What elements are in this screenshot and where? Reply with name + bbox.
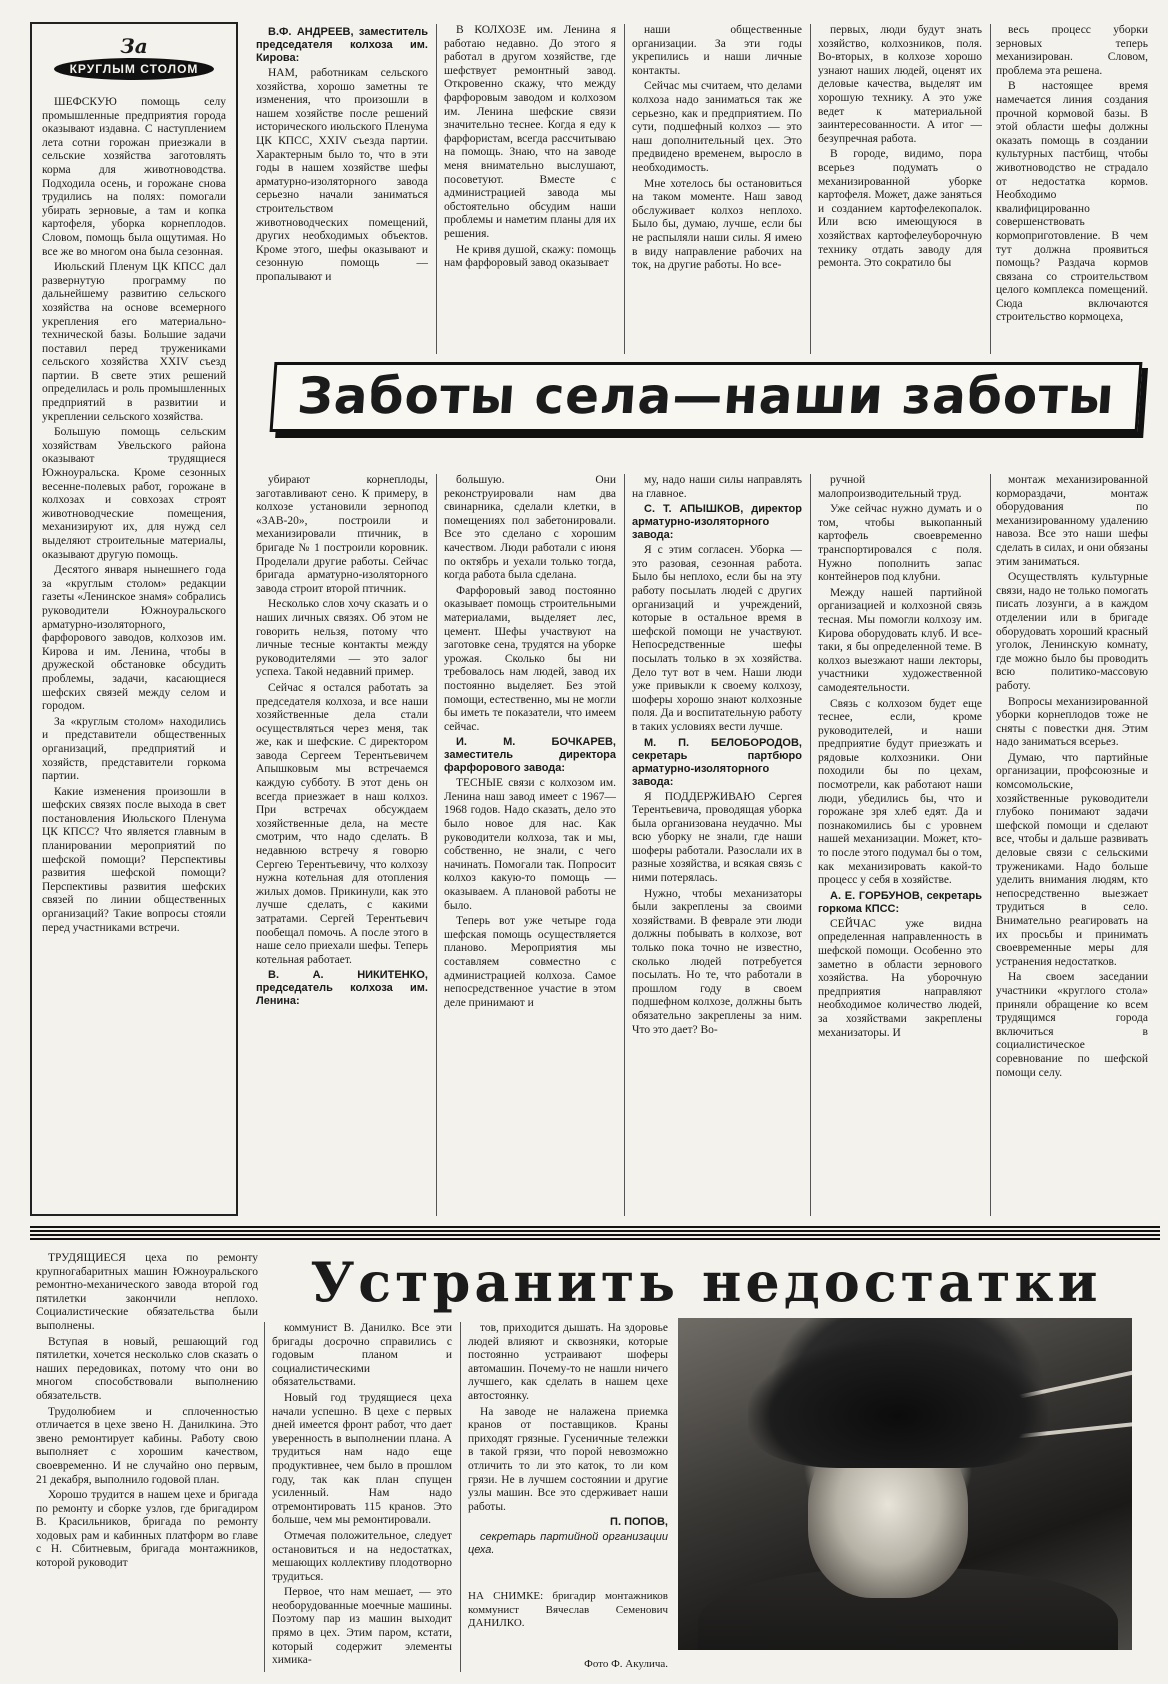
byline-bochkarev: И. М. БОЧКАРЕВ, заместитель директора фарфорового завода: (444, 736, 616, 775)
paragraph: ТРУДЯЩИЕСЯ цеха по ремонту крупногабаритных машин Южноуральского ремонтно-механического завода второй год пятилетки закончили неплохо. Социалистические обязательства были выполнены. (36, 1252, 258, 1332)
column-divider (810, 474, 811, 1216)
column-divider (624, 474, 625, 1216)
paragraph: коммунист В. Данилко. Все эти бригады досрочно справились с годовым планом и социалистическими обязательствами. (272, 1322, 452, 1389)
round-table-text (42, 96, 226, 935)
paragraph: Десятого января нынешнего года за «круглым столом» редакции газеты «Ленинское знамя» собрались руководители Южноуральского арматурно-изоляторного, фарфорового заводов, колхозов им. Кирова и им. Ленина, чтобы в дружеской обстановке обсудить проблемы, задачи, касающиеся шефских связей между селом и городом. (42, 564, 226, 713)
paragraph: Несколько слов хочу сказать и о наших личных связях. Об этом не говорить нельзя, потому что личные тесные контакты между руководителями — это залог успеха. Такой недавний пример. (256, 598, 428, 679)
paragraph: В КОЛХОЗЕ им. Ленина я работаю недавно. До этого я работал в другом хозяйстве, где шефствует ремонтный завод. Откровенно скажу, что между фарфоровым заводом и колхозом им. Ленина шефские связи значительно теснее. Когда я еду к фарфористам, всегда рассчитываю на помощь. Знаю, что на заводе меня внимательно выслушают, посоветуют. Вместе с администрацией завода мы обстоятельно обсудим наши проблемы и наметим планы для их решения. (444, 24, 616, 240)
column-lower-3 (632, 474, 802, 1216)
paragraph: Хорошо трудится в нашем цехе и бригада по ремонту и сборке узлов, где бригадиром В. Красильников, бригада по ремонту ходовых рам и кабинных платформ во главе с Н. Сбитневым, бригада монтажников, которой руководит (36, 1489, 258, 1570)
round-table-intro-box (30, 22, 238, 1216)
logo-banner-text: КРУГЛЫМ СТОЛОМ (54, 58, 214, 80)
paragraph: Думаю, что партийные организации, профсоюзные и комсомольские, хозяйственные руководители глубоко понимают задачи шефской помощи и сделают все, чтобы и дальше развивать деловые связи с сельскими тружениками. Надо больше уделить внимания людям, кто непосредственно выезжает трудиться в село. Внимательно реагировать на их просьбы и принимать своевременные меры для устранения недостатков. (996, 751, 1148, 968)
paragraph: СЕЙЧАС уже видна определенная направленность в шефской помощи. Особенно это заметно в области зернового хозяйства. На уборочную предприятия направляют необходимое количество людей, за хозяйствами закреплены механизаторы. И (818, 917, 982, 1039)
column-divider (810, 24, 811, 354)
paragraph: Нужно, чтобы механизаторы были закреплены за своими хозяйствами. В феврале эти люди должны побывать в колхозе, вот только пока точно не известно, сколько людей потребуется посылать. Но те, что работали в прошлом году в своем подшефном колхозе, должны быть обязательно закреплены за ним. Что это дает? Во- (632, 887, 802, 1036)
paragraph: Мне хотелось бы остановиться на таком моменте. Наш завод обслуживает колхоз неплохо. Было бы, думаю, лучше, если бы не распыляли наши силы. Я имею в виду направление рабочих на ток, на другие работы. Но все- (632, 177, 802, 272)
column-divider (990, 474, 991, 1216)
paragraph: большую. Они реконструировали нам два свинарника, сделали клетки, в помещениях пол забетонировали. Все это сделано с хорошим качеством. Люди работали с июня по октябрь и уехали только тогда, когда работа была сделана. (444, 474, 616, 582)
paragraph: Новый год трудящиеся цеха начали успешно. В цехе с первых дней имеется фронт работ, что дает уверенность в выполнении плана. А трудиться нам надо еще продуктивнее, чем было в прошлом году, так как план спущен усиленный. Нам надо отремонтировать 115 кранов. Это больше, чем мы ремонтировали. (272, 1391, 452, 1527)
paragraph: ТЕСНЫЕ связи с колхозом им. Ленина наш завод имеет с 1967—1968 годов. Надо сказать, дело это было новое для нас. Как руководители колхоза, так и мы, собственно, не знали, с чего начинать. Помогали так. Попросит колхоз какую-то помощь — оказываем. А плановой работы не было. (444, 777, 616, 912)
paragraph: В городе, видимо, пора всерьез подумать о механизированной уборке картофеля. Может, даже заняться и созданием картофелекопалок. Или всю имеющуюся в хозяйствах картофелеуборочную технику отдать заводу для ремонта. Это сократило бы (818, 148, 982, 270)
column-divider (436, 474, 437, 1216)
paragraph: Вступая в новый, решающий год пятилетки, хочется несколько слов сказать о наших передовиках, потому что они во многом способствовали выполнению обязательств. (36, 1335, 258, 1402)
paragraph: наши общественные организации. За эти годы укрепились и наши личные контакты. (632, 24, 802, 77)
paragraph: ручной малопроизводительный труд. (818, 474, 962, 500)
photo-danilko (678, 1318, 1132, 1650)
column-divider (990, 24, 991, 354)
paragraph: му, надо наши силы направлять на главное. (632, 474, 802, 500)
paragraph: НАМ, работникам сельского хозяйства, хорошо заметны те изменения, что произошли в нашем хозяйстве после решений исторического июльского Пленума ЦК КПСС, XXIV съезда партии. Характерным было то, что в эти годы в нашем хозяйстве шефы арматурно-изоляторного завода серьезно начали заниматься строительством животноводческих помещений, других необходимых объектов. Кроме этого, шефы оказывают и сезонную помощь — пропалывают и (256, 67, 428, 283)
byline-gorbunov: А. Е. ГОРБУНОВ, секретарь горкома КПСС: (818, 889, 982, 915)
section-divider-band (30, 1226, 1160, 1240)
bottom-column-3 (468, 1322, 668, 1580)
paragraph: На заводе не налажена приемка кранов от поставщиков. Краны приходят грязные. Гусеничные тележки в такой грязи, что порой невозможно отличить то ли это каток, то ли ком грязи. Не в лучшем состоянии и другие узлы машин. Все это сдерживает наши работы. (468, 1405, 668, 1513)
paragraph: Не кривя душой, скажу: помощь нам фарфоровый завод оказывает (444, 243, 616, 270)
paragraph: Сейчас мы считаем, что делами колхоза надо заниматься так же серьезно, как и предприятием. По сути, подшефный колхоз — это наш дополнительный цех. Это предвидено временем, выросло в необходимость. (632, 80, 802, 174)
headline-fix-shortcomings: Устранить недостатки (310, 1250, 1102, 1314)
paragraph: Первое, что нам мешает, — это необорудованные моечные машины. Поэтому пар из машин выходит прямо в цех. Этим паром, кстати, который содержит элементы химика- (272, 1586, 452, 1667)
byline-andreev: В.Ф. АНДРЕЕВ, заместитель председателя колхоза им. Кирова: (256, 26, 428, 64)
column-lower-5 (996, 474, 1148, 1216)
paragraph: Осуществлять культурные связи, надо не только помогать писать лозунги, а в каждом отделении или в бригаде оборудовать хороший красный уголок, Ленинскую комнату, где можно было бы проводить всю политико-массовую работу. (996, 571, 1148, 692)
paragraph: первых, люди будут знать хозяйство, колхозников, поля. Во-вторых, в колхозе хорошо узнают наших людей, оценят их деловые качества, выделят им хорошую технику. А это уже ведет к материальной заинтересованности. А итог — безупречная работа. (818, 24, 982, 145)
headline-village-concerns: Заботы села—наши заботы (270, 362, 1143, 432)
paragraph: ШЕФСКУЮ помощь селу промышленные предприятия города оказывают издавна. С наступлением лета сотни горожан приезжали в сельские хозяйства заготовлять корма для животноводства. Подходила осень, и горожане снова трудились на полях: помогали убирать зерновые, а там и копка картофеля, уборка корнеплодов. Словом, помощь была ощутимая. Но все же во многом она была сезонная. (42, 96, 226, 258)
paragraph: Сейчас я остался работать за председателя колхоза, и все наши хозяйственные дела стали осуществляться через меня, так же, как и шефские. С директором завода Сергеем Терентьевичем Апышковым мы встречаемся каждую субботу. В этот день он всегда приезжает в наш колхоз. При встречах обсуждаем хозяйственные дела, на месте смотрим, что надо сделать. В недавнюю встречу я говорю Сергею Терентьевичу, что колхозу нужна котельная для отопления жилых домов. Прикинули, как это лучше сделать, с какими затратами. Сергей Терентьевич пообещал помочь. А после этого в наше село приехали шефы. Теперь котельная работает. (256, 681, 428, 966)
paragraph: На своем заседании участники «круглого стола» приняли обращение ко всем трудящимся города включиться в социалистическое соревнование по шефской помощи селу. (996, 971, 1148, 1079)
logo-za-text: За (120, 34, 148, 58)
paragraph: Теперь вот уже четыре года шефская помощь осуществляется планово. Мероприятия мы составляем совместно с администрацией колхоза. Самое непосредственное участие в этом деле принимают и (444, 915, 616, 1009)
byline-beloborodov: М. П. БЕЛОБОРОДОВ, секретарь партбюро арматурно-изоляторного завода: (632, 736, 802, 788)
paragraph: В настоящее время намечается линия создания прочной кормовой базы. В этой области шефы должны оказать помощь в создании культурных пастбищ, чтобы животноводство не страдало от недостатка кормов. Необходимо квалифицированно совершенствовать кормоприготовление. В чем тут должна проявиться помощь? Раздача кормов связана со строительством целого комплекса помещений. Сюда включаются строительство кормоцеха, (996, 80, 1148, 324)
paragraph: Уже сейчас нужно думать и о том, чтобы выкопанный картофель своевременно транспортировался с поля. Нужно пополнить запас контейнеров под клубни. (818, 503, 982, 584)
paragraph: Вопросы механизированной уборки корнеплодов тоже не сняты с повестки дня. Этим надо заниматься всерьез. (996, 695, 1148, 749)
paragraph: убирают корнеплоды, заготавливают сено. К примеру, в колхозе установили зернопод «ЗАВ-20», построили и механизировали птичник, в бригаде № 1 построили коровник. Проделали другие работы. Сейчас бригада арматурно-изоляторного завода строит второй птичник. (256, 474, 428, 595)
paragraph: Связь с колхозом будет еще теснее, если, кроме руководителей, и наши предприятие будут приезжать и рядовые колхозники. Они походили бы по цехам, посмотрели, как работают наши люди, убедились бы, что и горожане зря хлеб едят. Да и познакомились бы с уровнем нашей механизации. Может, кто-то после этого подумал бы о том, как механизировать какой-то процесс у себя в хозяйстве. (818, 697, 982, 887)
column-process (996, 24, 1148, 354)
column-divider (460, 1322, 461, 1672)
paragraph: тов, приходится дышать. На здоровье людей влияют и сквозняки, которые постоянно устраивают шоферы автомашин. Почему-то не нашли ничего лучшего, как сделать в нашем цехе автостоянку. (468, 1322, 668, 1402)
paragraph: Фарфоровый завод постоянно оказывает помощь строительными материалами, выделяет лес, цемент. Шефы участвуют на заготовке сена, трудятся на уборке урожая. Сколько бы ни требовалось нам людей, завод их постоянно выделяет. Без этой помощи, естественно, мы не могли бы иметь те показатели, что имеем сейчас. (444, 584, 616, 733)
byline-apyshkov: С. Т. АПЫШКОВ, директор арматурно-изоляторного завода: (632, 503, 802, 542)
paragraph: Я с этим согласен. Уборка — это разовая, сезонная работа. Было бы неплохо, если бы на эту работу посылать людей с других организаций и учреждений, которые в остальное время в шефской помощи не участвуют. Непосредственные шефы посылать только в эх хозяйства. Дело тут вот в чем. Наши люди уже привыкли к своему колхозу, шоферы хорошо знают колхозные поля. Да и воспитательную работу в таких условиях вести лучше. (632, 544, 802, 733)
paragraph: монтаж механизированной кормораздачи, монтаж оборудования по механизированному удалению навоза. Все это наши шефы сделать в силах, и они обязаны этим заниматься. (996, 474, 1148, 568)
column-lower-2 (444, 474, 616, 1216)
paragraph: Какие изменения произошли в шефских связях после выхода в свет постановления Июльского Пленума ЦК КПСС? Что является главным в планировании мероприятий по шефской помощи? Перспективы развития шефской помощи? Перспективы развития шефских связей по линии общественных организаций? Такие вопросы стояли перед участниками встречи. (42, 785, 226, 934)
round-table-logo (49, 36, 219, 88)
column-kolkhoz-lenin (444, 24, 616, 354)
column-divider (624, 24, 625, 354)
column-divider (264, 1322, 265, 1672)
paragraph: Трудолюбием и сплоченностью отличается в цехе звено Н. Данилкина. Это звено ремонтирует кабины. Работу свою выполняет с хорошим качеством, своевременно. И не случайно оно первым, 21 декабря, выполнило годовой план. (36, 1405, 258, 1486)
paragraph: Июльский Пленум ЦК КПСС дал развернутую программу по дальнейшему развитию сельского хозяйства на основе всемерного укрепления его материально-технической базы. Большие задачи поставил перед тружениками сельского хозяйства XXIV съезд партии. В свете этих решений определилась и роль промышленных предприятий в развитии и укреплении сельского хозяйства. (42, 261, 226, 423)
signature-name: П. ПОПОВ, (610, 1516, 668, 1529)
column-organizations (632, 24, 802, 354)
paragraph: Я ПОДДЕРЖИВАЮ Сергея Терентьевича, проводящая уборка была организована неудачно. Мы всю уборку не знали, где наши шоферы работали. Разослали их в разные хозяйства, и всякая связь с ними потерялась. (632, 790, 802, 885)
column-first (818, 24, 982, 354)
paragraph: За «круглым столом» находились и представители общественных организаций, предприятий и хозяйств, представители горкома партии. (42, 715, 226, 783)
paragraph: Большую помощь сельским хозяйствам Увельского района оказывают трудящиеся Южноуральска. Кроме сезонных весенне-полевых работ, горожане в колхозах и совхозах строят животноводческие помещения, механизируют их, для нужд сел выделяют строительные материалы, оказывают другую помощь. (42, 426, 226, 561)
photo-caption: НА СНИМКЕ: бригадир монтажников коммунист Вячеслав Семенович ДАНИЛКО. (468, 1590, 668, 1629)
column-lower-1 (256, 474, 428, 1216)
column-lower-4 (818, 474, 982, 1216)
photo-credit: Фото Ф. Акулича. (584, 1658, 668, 1670)
paragraph: весь процесс уборки зерновых теперь механизирован. Словом, проблема эта решена. (996, 24, 1148, 77)
photo-detail (748, 1338, 1048, 1468)
bottom-column-2 (272, 1322, 452, 1672)
bottom-column-1 (36, 1252, 258, 1672)
column-divider (436, 24, 437, 354)
signature-title: секретарь партийной организации цеха. (468, 1531, 668, 1557)
byline-nikitenko: В. А. НИКИТЕНКО, председатель колхоза им. Ленина: (256, 969, 428, 1008)
paragraph: Между нашей партийной организацией и колхозной связь тесная. Мы помогли колхозу им. Кирова оборудовать клуб. И все-таки, я бы определенной теме. В колхоз выезжают наши лекторы, участники художественной самодеятельности. (818, 586, 982, 694)
paragraph: Отмечая положительное, следует остановиться и на недостатках, мешающих коллективу плодотворно трудиться. (272, 1529, 452, 1583)
column-andreev (256, 24, 428, 354)
